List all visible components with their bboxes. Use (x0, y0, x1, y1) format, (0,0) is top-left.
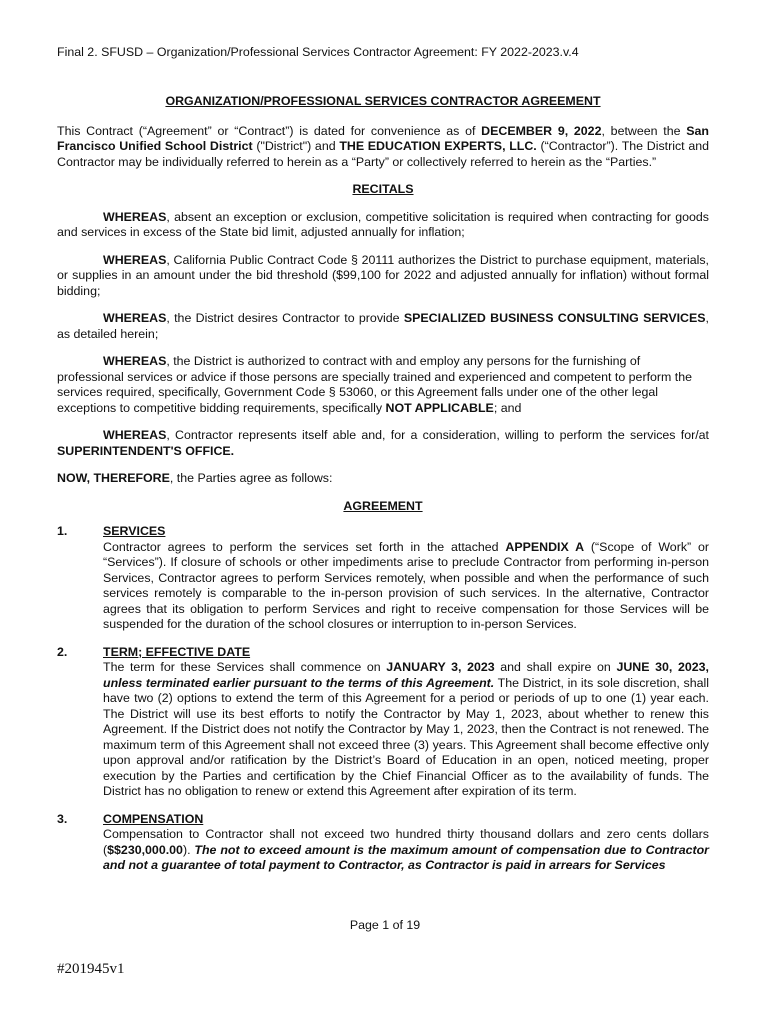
whereas-text: ; and (493, 400, 522, 415)
whereas-lead: WHEREAS (103, 252, 167, 267)
district-name: San Francisco Unified School District (57, 123, 709, 153)
section-text (103, 660, 709, 800)
intro-text: This Contract (“Agreement” or “Contract”) is dated for convenience as of (57, 123, 482, 138)
section-text-part: ). (182, 842, 195, 857)
not-to-exceed-clause: The not to exceed amount is the maximum amount of compensation due to Contractor and not a guarantee of total payment to Contractor, as Contractor is paid in arrears for Services (103, 842, 709, 872)
section-term (57, 645, 709, 800)
compensation-amount: $$230,000.00 (107, 842, 183, 857)
term-end-date: JUNE 30, 2023, (616, 660, 709, 674)
section-text-part: (“Scope of Work” or “Services”). If closure of schools or other impediments arise to preclude Contractor from performing in-person Services, Contractor agrees to perform Services remotely, when possible and when the performance of such services remotely is comparable to the in-person provision of such services. In the alternative, Contractor agrees that its obligation to perform Services and right to receive compensation for those Services will be suspended for the duration of the school closures or interruption to in-person Services. (103, 539, 710, 631)
now-therefore-paragraph (57, 471, 709, 487)
term-start-date: JANUARY 3, 2023 (386, 660, 495, 674)
contractor-name: THE EDUCATION EXPERTS, LLC. (339, 139, 537, 153)
termination-clause: unless terminated earlier pursuant to the terms of this Agreement. (103, 675, 495, 690)
whereas-text: , the District is authorized to contract with and employ any persons for the furnishing of professional services or advice if those persons are specially trained and experienced and competent to perform the services required, specifically, Government Code § 53060, or this Agreement falls under one of the other legal exceptions to competitive bidding requirements, specifically (57, 354, 693, 415)
whereas-text: , Contractor represents itself able and, for a consideration, willing to perform the services for/at (166, 428, 709, 442)
page-number: Page 1 of 19 (349, 918, 421, 932)
whereas-paragraph (57, 311, 709, 342)
document-id: #201945v1 (57, 961, 125, 977)
whereas-text: , as detailed herein; (57, 311, 709, 341)
section-title: COMPENSATION (103, 811, 204, 826)
section-text-part: Compensation to Contractor shall not exceed two hundred thirty thousand dollars and zero cents dollars ( (103, 827, 709, 857)
section-services (57, 524, 709, 633)
intro-text: (“Contractor”). The District and Contractor may be individually referred to herein as a “Party” or collectively referred to herein as the “Parties.” (57, 139, 710, 169)
section-text-part: The District, in its sole discretion, shall have two (2) options to extend the term of this Agreement for a period or periods of up to one (1) year each. The District will use its best efforts to notify the Contractor by May 1, 2023, about whether to renew this Agreement. If the District does not notify the Contractor by May 1, 2023, then the Contract is not renewed. The maximum term of this Agreement shall not exceed three (3) years. This Agreement shall become effective only upon approval and/or ratification by the District’s Board of Education in an open, noticed meeting, proper execution by the Parties and certification by the Chief Financial Officer as to the availability of funds. The District has no obligation to renew or extend this Agreement after expiration of its term. (103, 675, 709, 798)
now-therefore-text: , the Parties agree as follows: (169, 471, 333, 485)
service-type: SPECIALIZED BUSINESS CONSULTING SERVICES (403, 311, 706, 325)
section-number: 3. (57, 811, 68, 826)
section-text (103, 827, 709, 874)
document-title: ORGANIZATION/PROFESSIONAL SERVICES CONTRACTOR AGREEMENT (165, 94, 601, 108)
exception-value: NOT APPLICABLE (385, 400, 494, 415)
intro-text: ("District") and (252, 139, 340, 153)
appendix-reference: APPENDIX A (505, 539, 585, 554)
running-header: Final 2. SFUSD – Organization/Professional Services Contractor Agreement: FY 2022-2023.v.4 (57, 45, 579, 59)
whereas-text: , California Public Contract Code § 20111 authorizes the District to purchase equipment, materials, or supplies in an amount under the bid threshold ($99,100 for 2022 and adjusted annually for inflation) without formal bidding; (57, 252, 709, 298)
whereas-text: , absent an exception or exclusion, competitive solicitation is required when contracting for goods and services in excess of the State bid limit, adjusted annually for inflation; (57, 209, 709, 239)
whereas-paragraph (57, 210, 709, 241)
intro-paragraph (57, 124, 709, 171)
contract-date: DECEMBER 9, 2022 (481, 123, 602, 138)
document-body (57, 94, 709, 886)
section-text-part: Contractor agrees to perform the services set forth in the attached (103, 539, 506, 554)
whereas-lead: WHEREAS (103, 311, 167, 325)
whereas-text: , the District desires Contractor to provide (166, 311, 404, 325)
section-number: 1. (57, 524, 68, 538)
whereas-lead: WHEREAS (103, 209, 167, 224)
whereas-lead: WHEREAS (103, 428, 167, 442)
whereas-paragraph (57, 253, 709, 300)
section-number: 2. (57, 644, 68, 659)
now-therefore-lead: NOW, THEREFORE (57, 471, 170, 485)
recitals-heading: RECITALS (352, 182, 414, 196)
section-title: TERM; EFFECTIVE DATE (103, 644, 251, 659)
section-text (103, 540, 709, 633)
section-text-part: The term for these Services shall commence on (103, 660, 387, 674)
section-title: SERVICES (103, 524, 166, 538)
whereas-paragraph (57, 354, 709, 416)
intro-text: , between the (601, 123, 687, 138)
section-text-part: and shall expire on (494, 660, 617, 674)
office-name: SUPERINTENDENT'S OFFICE. (57, 443, 235, 458)
section-compensation (57, 812, 709, 874)
whereas-lead: WHEREAS (103, 354, 167, 368)
agreement-heading: AGREEMENT (343, 498, 423, 513)
whereas-paragraph (57, 428, 709, 459)
